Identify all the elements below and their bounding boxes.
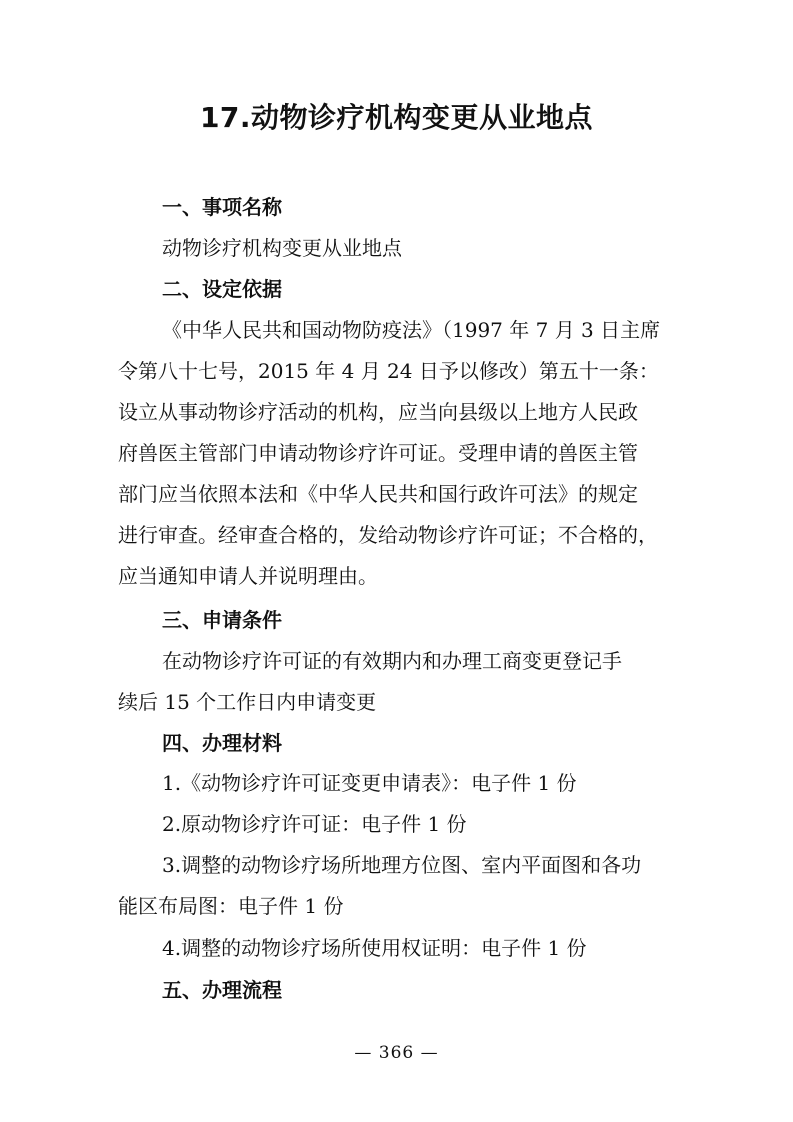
section-body-conditions	[118, 641, 678, 723]
material-item	[118, 845, 678, 927]
body-line: 续后 15 个工作日内申请变更	[118, 690, 377, 714]
document-title: 17.动物诊疗机构变更从业地点	[199, 101, 594, 134]
section-heading-conditions: 三、申请条件	[162, 608, 282, 632]
body-line: 设立从事动物诊疗活动的机构，应当向县级以上地方人民政	[118, 400, 638, 424]
body-line: 能区布局图：电子件 1 份	[118, 894, 344, 918]
body-line: 部门应当依照本法和《中华人民共和国行政许可法》的规定	[118, 482, 638, 506]
body-line: 3.调整的动物诊疗场所地理方位图、室内平面图和各功	[162, 853, 642, 877]
section-body-legal-basis	[118, 310, 678, 597]
section-body-item-name	[118, 228, 678, 269]
section-heading-materials: 四、办理材料	[162, 731, 282, 755]
material-item: 4.调整的动物诊疗场所使用权证明：电子件 1 份	[162, 936, 587, 960]
section-heading-legal-basis: 二、设定依据	[162, 277, 282, 301]
body-line: 在动物诊疗许可证的有效期内和办理工商变更登记手	[162, 649, 622, 673]
body-line: 动物诊疗机构变更从业地点	[162, 236, 402, 260]
section-heading-item-name: 一、事项名称	[162, 195, 282, 219]
body-line: 府兽医主管部门申请动物诊疗许可证。受理申请的兽医主管	[118, 441, 638, 465]
material-item: 2.原动物诊疗许可证：电子件 1 份	[162, 812, 467, 836]
material-item: 1.《动物诊疗许可证变更申请表》：电子件 1 份	[162, 771, 577, 795]
body-line: 《中华人民共和国动物防疫法》（1997 年 7 月 3 日主席	[162, 318, 661, 342]
body-line: 进行审查。经审查合格的，发给动物诊疗许可证；不合格的，	[118, 523, 658, 547]
body-line: 应当通知申请人并说明理由。	[118, 564, 378, 588]
page-number: — 366 —	[354, 1043, 439, 1063]
section-heading-process: 五、办理流程	[162, 978, 282, 1002]
body-line: 令第八十七号，2015 年 4 月 24 日予以修改）第五十一条：	[118, 359, 659, 383]
